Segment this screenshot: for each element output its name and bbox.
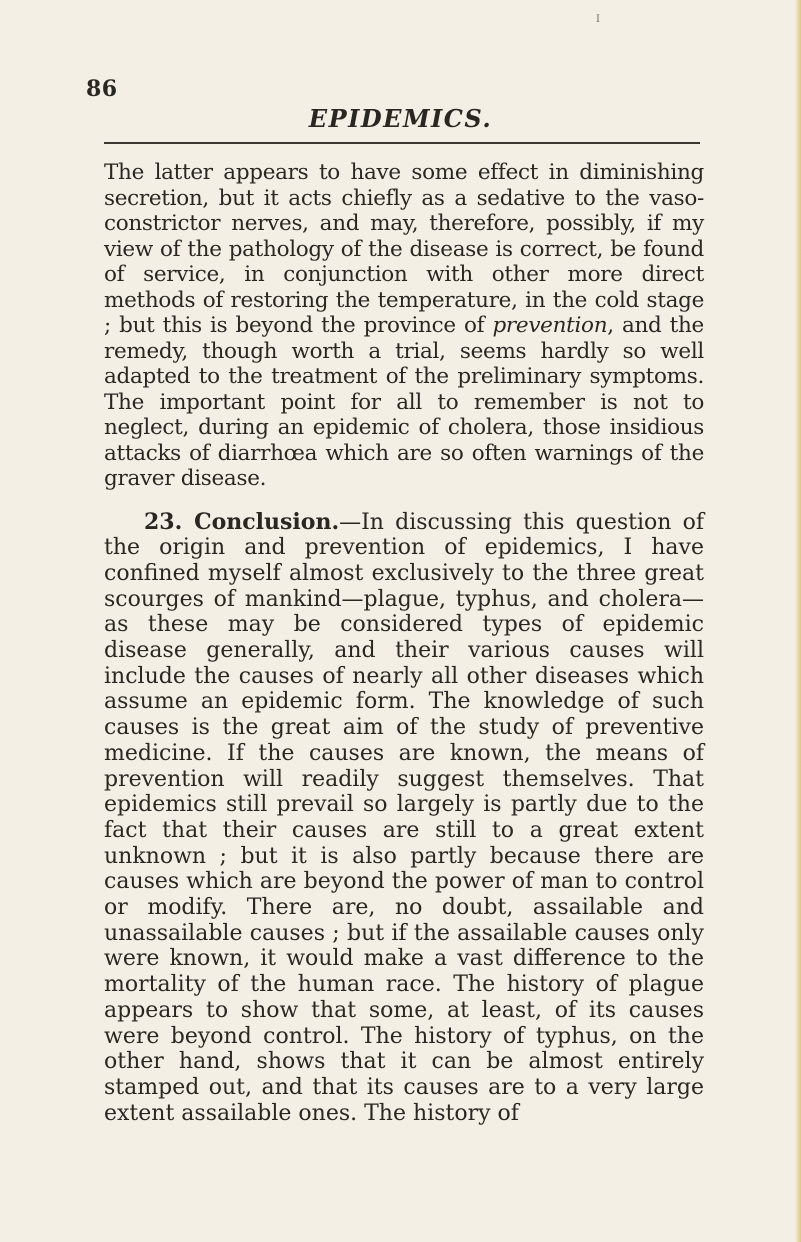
page-edge bbox=[795, 0, 801, 1242]
page-number: 86 bbox=[86, 76, 118, 102]
section-heading: 23. Conclusion. bbox=[144, 508, 340, 535]
margin-mark: I bbox=[596, 14, 600, 25]
paragraph bbox=[104, 510, 704, 1127]
body-text bbox=[104, 160, 704, 1126]
paragraph-text: —In discussing this question of the origin and prevention of epidemics, I have confined myself almost exclusively to the three great scourges of mankind—plague, typhus, and cholera—as these may be considered types of epidemic disease generally, and their various causes will include the causes of nearly all other diseases which assume an epidemic form. The knowledge of such causes is the great aim of the study of preventive medicine. If the causes are known, the means of prevention will readily suggest themselves. That epidemics still prevail so largely is partly due to the fact that their causes are still to a great extent unknown ; but it is also partly because there are causes which are beyond the power of man to control or modify. There are, no doubt, assailable and unassailable causes ; but if the assailable causes only were known, it would make a vast difference to the mortality of the human race. The history of plague appears to show that some, at least, of its causes were beyond control. The history of typhus, on the other hand, shows that it can be almost entirely stamped out, and that its causes are to a very large extent assailable ones. The history of bbox=[104, 509, 704, 1126]
header-rule bbox=[104, 142, 700, 144]
running-head: EPIDEMICS. bbox=[308, 104, 493, 133]
paragraph-text: , and the remedy, though worth a trial, seems hardly so well adapted to the treatment of the preliminary symptoms. The important point for all to remember is not to neglect, during an epidemic of cholera, those insidious attacks of diarrhœa which are so often warnings of the graver disease. bbox=[104, 313, 704, 491]
paragraph bbox=[104, 160, 704, 492]
paragraph-text: The latter appears to have some effect in diminishing secretion, but it acts chiefly as a sedative to the vaso-constrictor nerves, and may, therefore, possibly, if my view of the pathology of the disease is correct, be found of service, in conjunction with other more direct methods of restoring the temperature, in the cold stage ; but this is beyond the province of bbox=[104, 160, 704, 338]
emphasis-text: prevention bbox=[492, 313, 608, 338]
